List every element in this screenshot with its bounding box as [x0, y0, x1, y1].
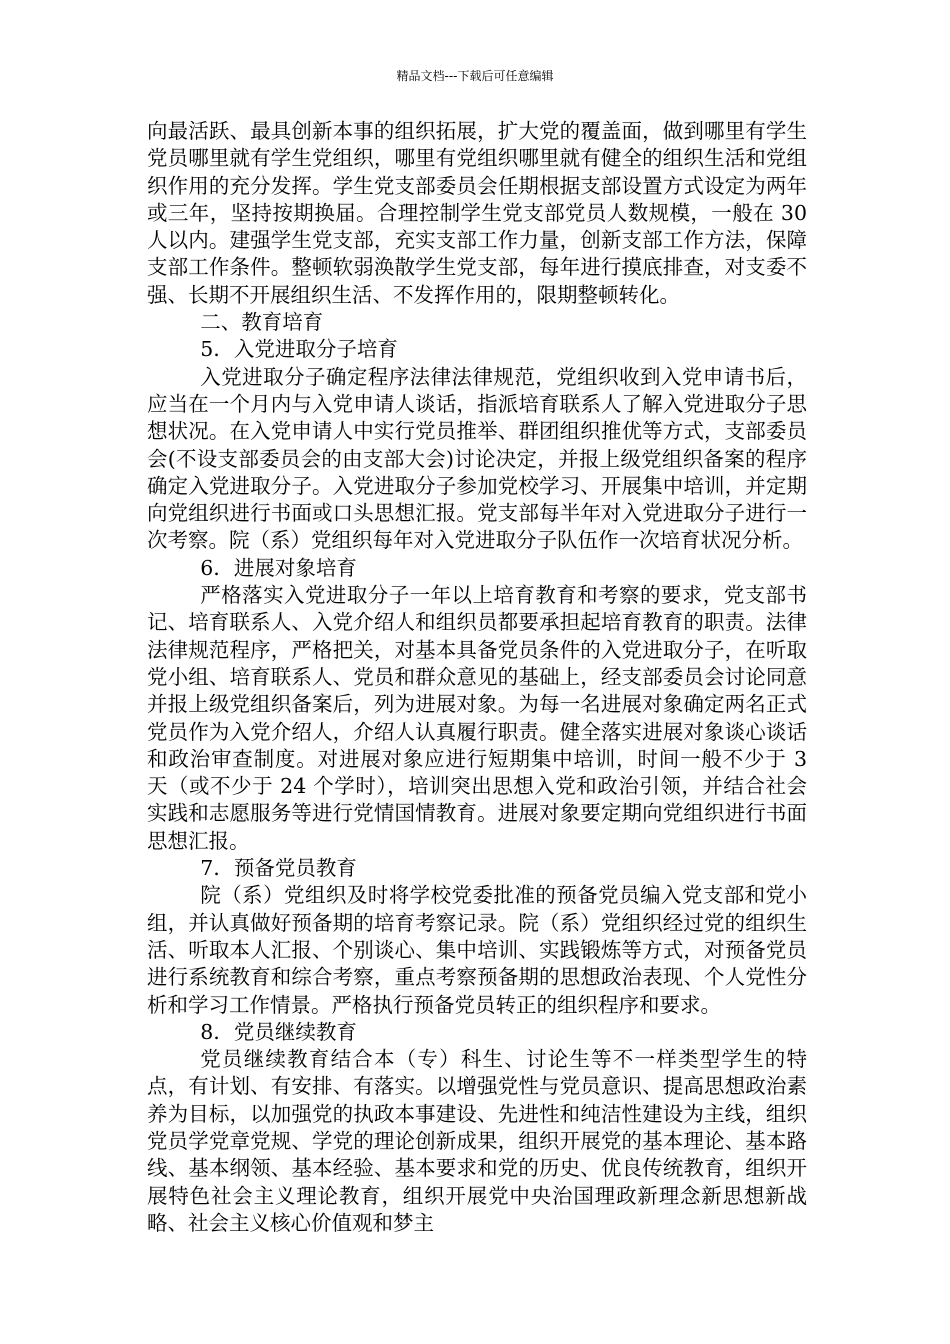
paragraph-continuing-education: 党员继续教育结合本（专）科生、讨论生等不一样类型学生的特点，有计划、有安排、有落实。以增强党性与党员意识、提高思想政治素养为目标，以加强党的执政本事建设、先进性和纯洁性建设为主线，组织党员学党章党规、学党的理论创新成果，组织开展党的基本理论、基本路线、基本纲领、基本经验、基本要求和党的历史、优良传统教育，组织开展特色社会主义理论教育，组织开展党中央治国理政新理念新思想新战略、社会主义核心价值观和梦主 — [147, 1047, 807, 1235]
subheading-probationary-member: 7．预备党员教育 — [200, 856, 357, 881]
paragraph-activist-training: 入党进取分子确定程序法律法律规范，党组织收到入党申请书后，应当在一个月内与入党申请人谈话，指派培育联系人了解入党进取分子思想状况。在入党申请人中实行党员推举、群团组织推优等方式，支部委员会(不设支部委员会的由支部大会)讨论决定，并报上级党组织备案的程序确定入党进取分子。入党进取分子参加党校学习、开展集中培训，并定期向党组织进行书面或口头思想汇报。党支部每半年对入党进取分子进行一次考察。院（系）党组织每年对入党进取分子队伍作一次培育状况分析。 — [147, 364, 807, 553]
subheading-continuing-education: 8．党员继续教育 — [200, 1019, 357, 1044]
subheading-activist-training: 5．入党进取分子培育 — [200, 337, 398, 362]
page-header: 精品文档---下载后可任意编辑 — [396, 69, 554, 83]
paragraph-probationary-member: 院（系）党组织及时将学校党委批准的预备党员编入党支部和党小组，并认真做好预备期的培育考察记录。院（系）党组织经过党的组织生活、听取本人汇报、个别谈心、集中培训、实践锻炼等方式，对预备党员进行系统教育和综合考察，重点考察预备期的思想政治表现、个人党性分析和学习工作情景。严格执行预备党员转正的组织程序和要求。 — [147, 883, 807, 1017]
subheading-development-target: 6．进展对象培育 — [200, 555, 357, 580]
paragraph-continuation: 向最活跃、最具创新本事的组织拓展，扩大党的覆盖面，做到哪里有学生党员哪里就有学生党组织，哪里有党组织哪里就有健全的组织生活和党组织作用的充分发挥。学生党支部委员会任期根据支部设置方式设定为两年或三年，坚持按期换届。合理控制学生党支部党员人数规模，一般在 30 人以内。建强学生党支部，充实支部工作力量，创新支部工作方法，保障支部工作条件。整顿软弱涣散学生党支部，每年进行摸底排查，对支委不强、长期不开展组织生活、不发挥作用的，限期整顿转化。 — [147, 119, 807, 307]
document-body — [147, 118, 807, 1237]
section-heading-education: 二、教育培育 — [200, 310, 324, 335]
paragraph-development-target: 严格落实入党进取分子一年以上培育教育和考察的要求，党支部书记、培育联系人、入党介绍人和组织员都要承担起培育教育的职责。法律法律规范程序，严格把关，对基本具备党员条件的入党进取分子，在听取党小组、培育联系人、党员和群众意见的基础上，经支部委员会讨论同意并报上级党组织备案后，列为进展对象。为每一名进展对象确定两名正式党员作为入党介绍人，介绍人认真履行职责。健全落实进展对象谈心谈话和政治审查制度。对进展对象应进行短期集中培训，时间一般不少于 3 天（或不少于 24 个学时），培训突出思想入党和政治引领，并结合社会实践和志愿服务等进行党情国情教育。进展对象要定期向党组织进行书面思想汇报。 — [147, 583, 807, 853]
